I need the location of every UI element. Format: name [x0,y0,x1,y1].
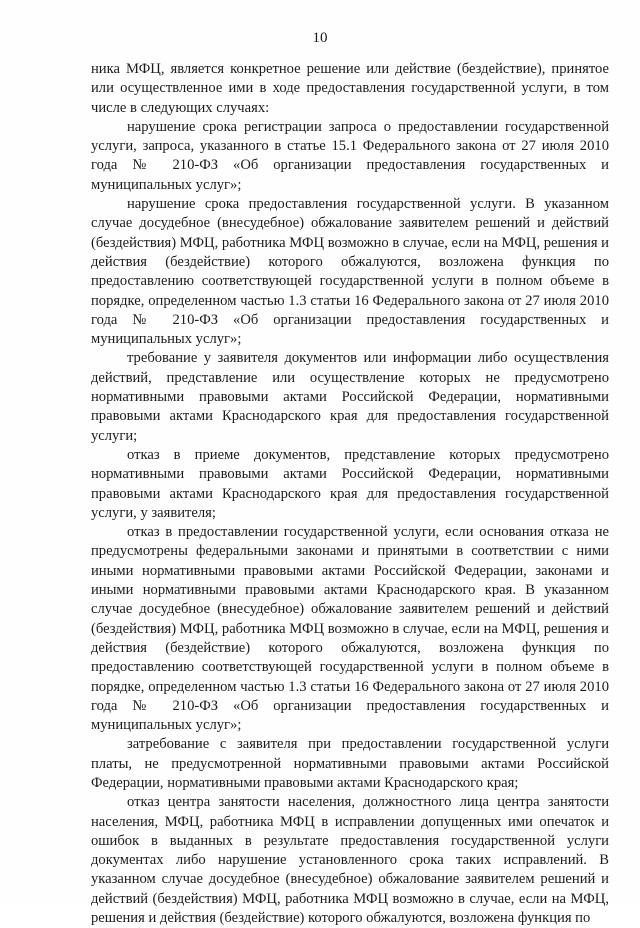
document-body [91,60,609,928]
paragraph-continuation: ника МФЦ, является конкретное решение или действие (бездействие), принятое или осуществленное ими в ходе предоставления государственной услуги, в том числе в следующих случаях: [91,61,609,116]
paragraph: затребование с заявителя при предоставлении государственной услуги платы, не предусмотренной нормативными правовыми актами Российской Федерации, нормативными правовыми актами Краснодарского края; [91,736,609,791]
paragraph: отказ центра занятости населения, должностного лица центра занятости населения, МФЦ, работника МФЦ в исправлении допущенных ими опечаток и ошибок в выданных в результате предоставления государственной услуги документах либо нарушение установленного срока таких исправлений. В указанном случае досудебное (внесудебное) обжалование заявителем решений и действий (бездействия) МФЦ, работника МФЦ возможно в случае, если на МФЦ, решения и действия (бездействие) которого обжалуются, возложена функция по [91,794,609,927]
paragraph: отказ в предоставлении государственной услуги, если основания отказа не предусмотрены федеральными законами и принятыми в соответствии с ними иными нормативными правовыми актами Российской Федерации, законами и иными нормативными правовыми актами Краснодарского края. В указанном случае досудебное (внесудебное) обжалование заявителем решений и действий (бездействия) МФЦ, работника МФЦ возможно в случае, если на МФЦ, решения и действия (бездействие) которого обжалуются, возложена функция по предоставлению соответствующей государственной услуги в полном объеме в порядке, определенном частью 1.3 статьи 16 Федерального закона от 27 июля 2010 года № 210-ФЗ «Об организации предоставления государственных и муниципальных услуг»; [91,524,609,734]
paragraph: нарушение срока регистрации запроса о предоставлении государственной услуги, запроса, указанного в статье 15.1 Федерального закона от 27 июля 2010 года № 210-ФЗ «Об организации предоставления государственных и муниципальных услуг»; [91,118,609,193]
paragraph: нарушение срока предоставления государственной услуги. В указанном случае досудебное (внесудебное) обжалование заявителем решений и действий (бездействия) МФЦ, работника МФЦ возможно в случае, если на МФЦ, решения и действия (бездействие) которого обжалуются, возложена функция по предоставлению соответствующей государственной услуги в полном объеме в порядке, определенном частью 1.3 статьи 16 Федерального закона от 27 июля 2010 года № 210-ФЗ «Об организации предоставления государственных и муниципальных услуг»; [91,196,609,348]
page-number: 10 [312,30,328,46]
paragraph: требование у заявителя документов или информации либо осуществления действий, представление или осуществление которых не предусмотрено нормативными правовыми актами Российской Федерации, нормативными правовыми актами Краснодарского края для предоставления государственной услуги; [91,350,609,444]
paragraph: отказ в приеме документов, представление которых предусмотрено нормативными правовыми актами Российской Федерации, нормативными правовыми актами Краснодарского края для предоставления государственной услуги, у заявителя; [91,446,609,521]
